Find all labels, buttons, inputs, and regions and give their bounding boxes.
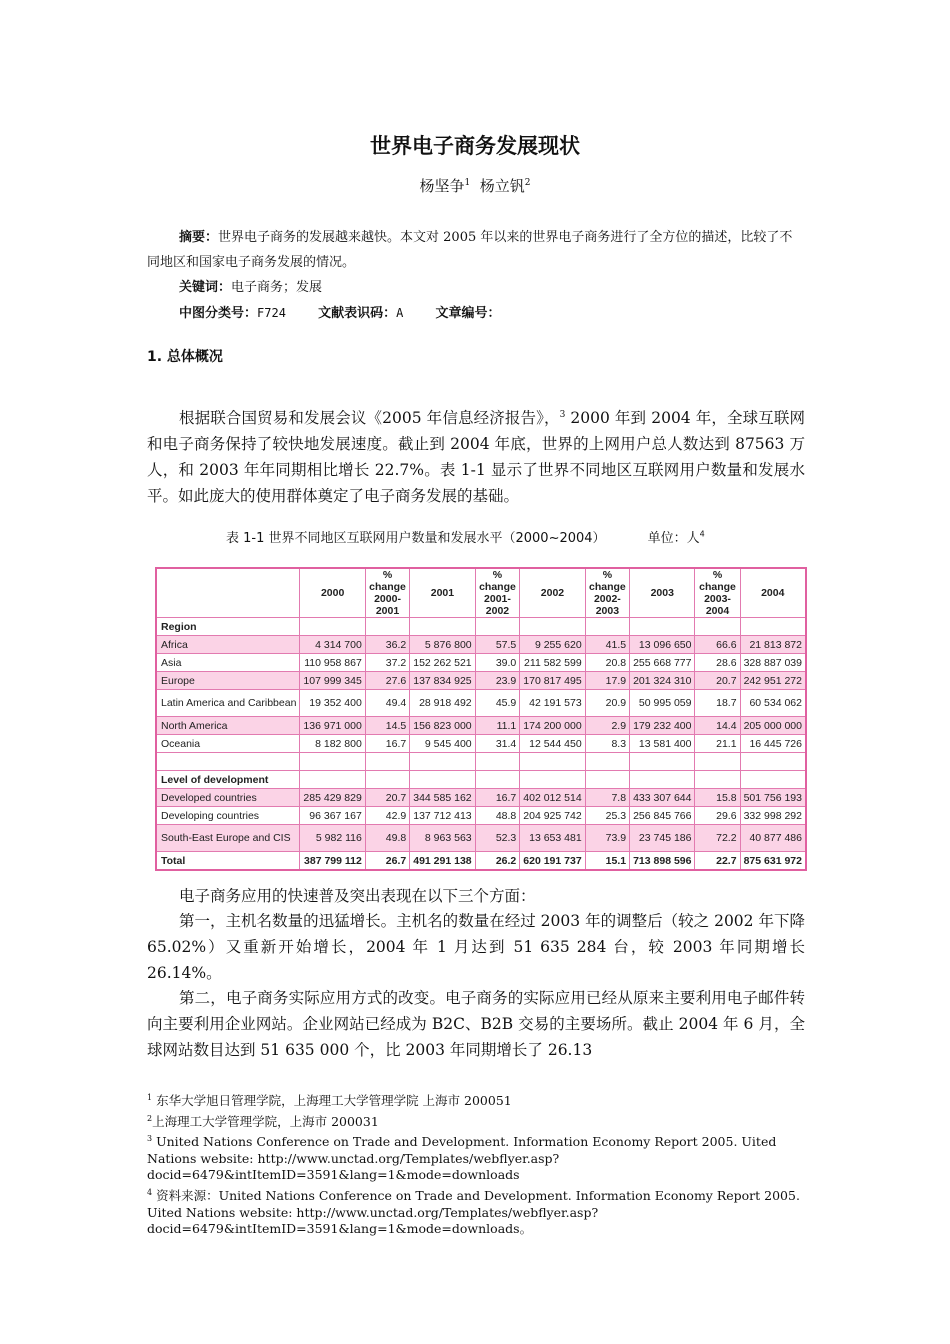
footnote-text: 上海理工大学管理学院，上海市 200031 <box>152 1113 379 1129</box>
paragraph-text: 根据联合国贸易和发展会议《2005 年信息经济报告》， <box>179 409 560 428</box>
table-cell: 13 096 650 <box>630 636 695 654</box>
author-footnote-mark: 1 <box>464 178 471 188</box>
table-cell: 8 963 563 <box>410 825 475 852</box>
header-cell: 2000 <box>300 568 365 618</box>
table-row <box>156 852 806 871</box>
table-cell <box>300 618 365 636</box>
footnote-mark: 1 <box>147 1093 153 1102</box>
table-cell: 60 534 062 <box>740 690 806 717</box>
footnotes <box>147 1090 807 1239</box>
table-cell: 15.1 <box>585 852 629 871</box>
table-cell: 31.4 <box>475 735 520 753</box>
table-cell: 332 998 292 <box>740 807 806 825</box>
paper-title: 世界电子商务发展现状 <box>370 134 580 158</box>
table-cell <box>410 771 475 789</box>
table-cell: 11.1 <box>475 717 520 735</box>
table-cell: 491 291 138 <box>410 852 475 871</box>
table-cell: 20.7 <box>365 789 409 807</box>
table-cell: 875 631 972 <box>740 852 806 871</box>
row-label: Developed countries <box>156 789 300 807</box>
header-cell: % change 2002-2003 <box>585 568 629 618</box>
table-cell: 7.8 <box>585 789 629 807</box>
row-label: Total <box>156 852 300 871</box>
author-name: 杨坚争 <box>419 177 465 195</box>
keywords-label: 关键词： <box>179 280 232 295</box>
table-cell: 16 445 726 <box>740 735 806 753</box>
table-cell <box>475 618 520 636</box>
table-cell: 620 191 737 <box>520 852 585 871</box>
row-label: Asia <box>156 654 300 672</box>
row-label: Africa <box>156 636 300 654</box>
table-cell <box>300 753 365 771</box>
table-cell <box>630 771 695 789</box>
table-cell: 50 995 059 <box>630 690 695 717</box>
author-footnote-mark: 2 <box>524 178 531 188</box>
table-row <box>156 735 806 753</box>
paragraph-intro <box>147 402 805 509</box>
footnote-text: 资料来源：United Nations Conference on Trade and Development. Information Economy Report 2005. Uited Nations website: http://www.unctad.org/Templates/webflyer.asp?docid=6479&intItemID=3591&lang=1&mode=downloads。 <box>147 1188 800 1237</box>
table-row <box>156 690 806 717</box>
table-cell: 15.8 <box>695 789 740 807</box>
footnote <box>147 1131 807 1184</box>
table-cell <box>520 753 585 771</box>
table-cell <box>365 618 409 636</box>
header-cell: % change 2003-2004 <box>695 568 740 618</box>
table-cell: 255 668 777 <box>630 654 695 672</box>
table-cell: 21 813 872 <box>740 636 806 654</box>
table-cell: 27.6 <box>365 672 409 690</box>
table-cell <box>475 771 520 789</box>
table-cell: 204 925 742 <box>520 807 585 825</box>
table-cell: 37.2 <box>365 654 409 672</box>
table-cell: 23.9 <box>475 672 520 690</box>
table-cell: 9 255 620 <box>520 636 585 654</box>
paragraph-text: 2000 年到 2004 年，全球互联网和电子商务保持了较快地发展速度。截止到 2004 年底，世界的上网用户总人数达到 87563 万人，和 2003 年年同期相比增长 22.7%。表 1-1 显示了世界不同地区互联网用户数量和发展水平。如此庞大的使用群体奠定了电子商务发展的基础。 <box>147 409 805 506</box>
abstract-text: 世界电子商务的发展越来越快。本文对 2005 年以来的世界电子商务进行了全方位的描述，比较了不同地区和国家电子商务发展的情况。 <box>147 230 793 270</box>
table-cell: 137 834 925 <box>410 672 475 690</box>
table-cell <box>740 618 806 636</box>
table-cell <box>365 753 409 771</box>
table-cell: 66.6 <box>695 636 740 654</box>
table-cell: 42.9 <box>365 807 409 825</box>
table-group-row <box>156 771 806 789</box>
keywords <box>179 276 322 295</box>
table-cell: 49.8 <box>365 825 409 852</box>
table-cell: 713 898 596 <box>630 852 695 871</box>
table-cell <box>740 771 806 789</box>
row-label: Developing countries <box>156 807 300 825</box>
table-cell <box>630 618 695 636</box>
table-cell: 21.1 <box>695 735 740 753</box>
table-cell: 13 653 481 <box>520 825 585 852</box>
footnote <box>147 1185 807 1238</box>
row-label: North America <box>156 717 300 735</box>
table-group-row <box>156 618 806 636</box>
abstract <box>147 225 805 275</box>
header-cell: 2004 <box>740 568 806 618</box>
table-cell: 48.8 <box>475 807 520 825</box>
table-cell: 28.6 <box>695 654 740 672</box>
table-cell: 9 545 400 <box>410 735 475 753</box>
table-cell: 433 307 644 <box>630 789 695 807</box>
table-cell: 36.2 <box>365 636 409 654</box>
table-spacer-row <box>156 753 806 771</box>
table-cell: 156 823 000 <box>410 717 475 735</box>
table-cell: 402 012 514 <box>520 789 585 807</box>
table-row <box>156 807 806 825</box>
table-cell: 242 951 272 <box>740 672 806 690</box>
doc-code-label: 文献表识码： <box>318 306 397 321</box>
internet-users-table <box>155 567 807 871</box>
footnote <box>147 1111 807 1131</box>
table-cell: 22.7 <box>695 852 740 871</box>
row-label: Latin America and Caribbean <box>156 690 300 717</box>
table-cell: 13 581 400 <box>630 735 695 753</box>
table-cell <box>475 753 520 771</box>
table-cell: 107 999 345 <box>300 672 365 690</box>
table-group-label: Level of development <box>156 771 300 789</box>
table-cell <box>410 753 475 771</box>
table-caption-text: 表 1-1 世界不同地区互联网用户数量和发展水平（2000~2004） <box>226 531 606 546</box>
table-group-label: Region <box>156 618 300 636</box>
footnote-mark: 3 <box>559 410 566 420</box>
footnote-mark: 4 <box>699 529 705 539</box>
header-cell: % change 2001-2002 <box>475 568 520 618</box>
table-cell <box>410 618 475 636</box>
table-cell: 52.3 <box>475 825 520 852</box>
table-cell: 14.5 <box>365 717 409 735</box>
table-cell <box>630 753 695 771</box>
table-cell <box>695 618 740 636</box>
table-cell: 18.7 <box>695 690 740 717</box>
table-cell: 16.7 <box>365 735 409 753</box>
table-cell: 96 367 167 <box>300 807 365 825</box>
table-cell: 20.8 <box>585 654 629 672</box>
table-cell <box>520 618 585 636</box>
table-cell: 17.9 <box>585 672 629 690</box>
table-cell: 201 324 310 <box>630 672 695 690</box>
abstract-label: 摘要： <box>179 230 219 245</box>
header-cell: 2002 <box>520 568 585 618</box>
table-cell: 26.7 <box>365 852 409 871</box>
paragraph-second-point: 第二，电子商务实际应用方式的改变。电子商务的实际应用已经从原来主要利用电子邮件转向主要利用企业网站。企业网站已经成为 B2C、B2B 交易的主要场所。截止 2004 年 6 月，全球网站数目达到 51 635 000 个，比 2003 年同期增长了 26.13 <box>147 989 805 1059</box>
row-label: South-East Europe and CIS <box>156 825 300 852</box>
table-cell: 2.9 <box>585 717 629 735</box>
header-cell: 2001 <box>410 568 475 618</box>
table-cell: 110 958 867 <box>300 654 365 672</box>
doc-code-value: A <box>396 306 404 320</box>
table-cell: 285 429 829 <box>300 789 365 807</box>
footnote-mark: 2 <box>147 1113 153 1123</box>
table-cell: 40 877 486 <box>740 825 806 852</box>
footnote-text: United Nations Conference on Trade and Development. Information Economy Report 2005. Uited Nations website: http://www.unctad.org/Templates/webflyer.asp?docid=6479&intItemID=3591&lang=1&mode=downloads <box>147 1134 777 1183</box>
table-cell: 23 745 186 <box>630 825 695 852</box>
table-cell: 152 262 521 <box>410 654 475 672</box>
paragraph-first-point: 第一，主机名数量的迅猛增长。主机名的数量在经过 2003 年的调整后（较之 2002 年下降 65.02%）又重新开始增长，2004 年 1 月达到 51 635 284 台，较 2003 年同期增长 26.14%。 <box>147 912 805 982</box>
table-cell: 344 585 162 <box>410 789 475 807</box>
clc-label: 中图分类号： <box>179 306 258 321</box>
header-cell: % change 2000-2001 <box>365 568 409 618</box>
table-cell: 25.3 <box>585 807 629 825</box>
row-label: Oceania <box>156 735 300 753</box>
table-cell: 39.0 <box>475 654 520 672</box>
table-cell <box>156 753 300 771</box>
table-row <box>156 825 806 852</box>
table-cell: 137 712 413 <box>410 807 475 825</box>
table-cell: 45.9 <box>475 690 520 717</box>
table-cell: 20.7 <box>695 672 740 690</box>
table-cell: 4 314 700 <box>300 636 365 654</box>
table-cell <box>695 771 740 789</box>
table-cell: 20.9 <box>585 690 629 717</box>
table-cell: 205 000 000 <box>740 717 806 735</box>
table-cell: 28 918 492 <box>410 690 475 717</box>
table-cell: 12 544 450 <box>520 735 585 753</box>
table-cell: 16.7 <box>475 789 520 807</box>
table-cell: 42 191 573 <box>520 690 585 717</box>
table-cell: 501 756 193 <box>740 789 806 807</box>
table-row <box>156 717 806 735</box>
footnote-text: 东华大学旭日管理学院，上海理工大学管理学院 上海市 200051 <box>152 1093 512 1109</box>
keywords-text: 电子商务；发展 <box>231 280 323 295</box>
table-header-row <box>156 568 806 618</box>
table-cell: 72.2 <box>695 825 740 852</box>
classification-line <box>179 302 500 321</box>
table-caption <box>226 527 705 546</box>
article-number-label: 文章编号： <box>435 306 501 321</box>
table-cell: 179 232 400 <box>630 717 695 735</box>
table-cell: 49.4 <box>365 690 409 717</box>
table-cell: 5 982 116 <box>300 825 365 852</box>
table-unit-text: 单位：人 <box>647 531 700 546</box>
table-cell: 256 845 766 <box>630 807 695 825</box>
table-cell: 328 887 039 <box>740 654 806 672</box>
table-cell: 8 182 800 <box>300 735 365 753</box>
table-cell: 19 352 400 <box>300 690 365 717</box>
table-row <box>156 654 806 672</box>
table-cell: 57.5 <box>475 636 520 654</box>
table-cell: 211 582 599 <box>520 654 585 672</box>
row-label: Europe <box>156 672 300 690</box>
table-cell <box>585 618 629 636</box>
paragraph-summary: 电子商务应用的快速普及突出表现在以下三个方面： <box>179 887 536 905</box>
table-unit <box>648 527 705 546</box>
table-cell: 73.9 <box>585 825 629 852</box>
table-cell: 8.3 <box>585 735 629 753</box>
table-cell: 26.2 <box>475 852 520 871</box>
table-cell <box>365 771 409 789</box>
table-cell: 174 200 000 <box>520 717 585 735</box>
footnote <box>147 1090 807 1110</box>
table-cell: 41.5 <box>585 636 629 654</box>
table-cell <box>585 771 629 789</box>
clc-value: F724 <box>257 306 286 320</box>
table-cell <box>520 771 585 789</box>
author-line <box>0 175 950 196</box>
table-cell: 29.6 <box>695 807 740 825</box>
table-cell: 14.4 <box>695 717 740 735</box>
author-name: 杨立钒 <box>479 177 525 195</box>
footnote-mark: 4 <box>147 1187 153 1197</box>
table-cell: 5 876 800 <box>410 636 475 654</box>
header-cell <box>156 568 300 618</box>
footnote-mark: 3 <box>147 1134 153 1144</box>
table-cell <box>695 753 740 771</box>
table-cell: 136 971 000 <box>300 717 365 735</box>
table-row <box>156 789 806 807</box>
header-cell: 2003 <box>630 568 695 618</box>
table-cell <box>740 753 806 771</box>
table-cell: 170 817 495 <box>520 672 585 690</box>
table-row <box>156 672 806 690</box>
table-cell <box>300 771 365 789</box>
table-cell: 387 799 112 <box>300 852 365 871</box>
section-heading: 1. 总体概况 <box>147 349 223 365</box>
table-row <box>156 636 806 654</box>
table-cell <box>585 753 629 771</box>
